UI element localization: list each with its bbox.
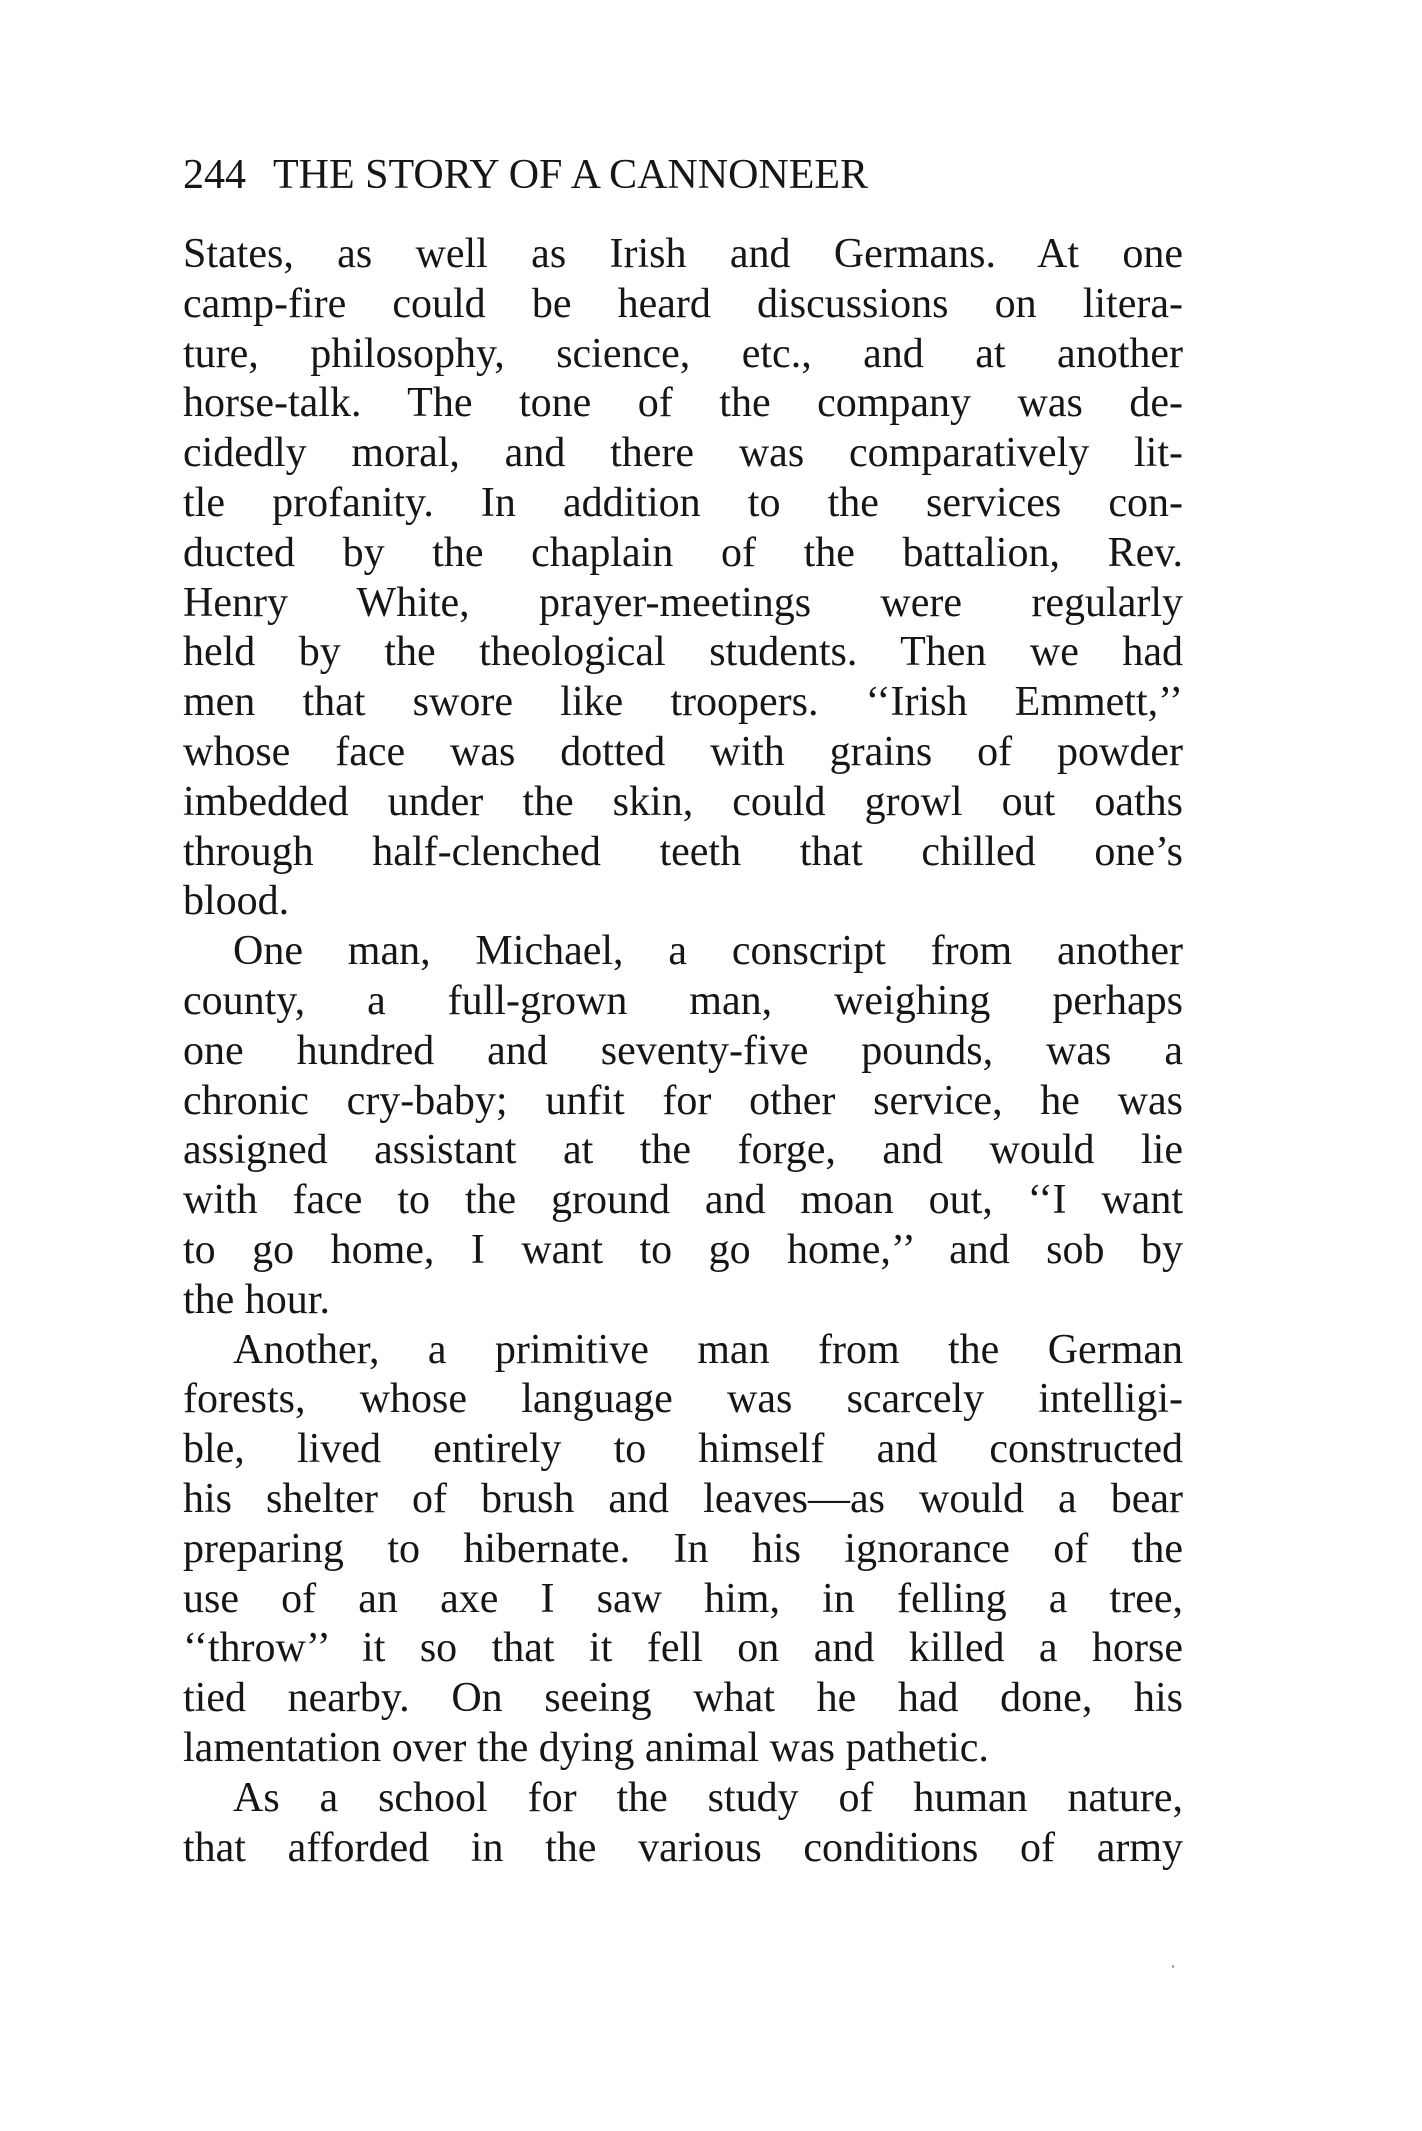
text-line: the hour. (183, 1276, 330, 1323)
running-header (183, 150, 868, 200)
text-line: ble, lived entirely to himself and constructed (183, 1426, 1183, 1473)
text-line: tle profanity. In addition to the services con- (183, 479, 1183, 526)
text-line: Henry White, prayer-meetings were regularly (183, 579, 1183, 626)
text-line: chronic cry-baby; unfit for other service, he was (183, 1077, 1183, 1124)
paper-speck (1172, 1965, 1174, 1968)
text-line: camp-fire could be heard discussions on litera- (183, 280, 1183, 327)
text-line: preparing to hibernate. In his ignorance of the (183, 1525, 1183, 1572)
text-line: tied nearby. On seeing what he had done, his (183, 1675, 1183, 1722)
running-title: THE STORY OF A CANNONEER (273, 152, 869, 198)
text-line: his shelter of brush and leaves—as would a bear (183, 1475, 1183, 1522)
text-line: ture, philosophy, science, etc., and at another (183, 330, 1183, 377)
text-line: assigned assistant at the forge, and would lie (183, 1127, 1183, 1174)
text-line: whose face was dotted with grains of powder (183, 728, 1183, 775)
text-line: county, a full-grown man, weighing perhaps (183, 977, 1183, 1024)
text-line: States, as well as Irish and Germans. At one (183, 231, 1183, 277)
text-line: use of an axe I saw him, in felling a tree, (183, 1575, 1183, 1622)
paragraph-start-line: As a school for the study of human nature, (233, 1774, 1183, 1821)
text-line: ‘‘throw’’ it so that it fell on and killed a horse (183, 1625, 1183, 1672)
text-line: blood. (183, 878, 290, 925)
text-line: imbedded under the skin, could growl out oaths (183, 778, 1183, 825)
paragraph-start-line: Another, a primitive man from the German (233, 1326, 1183, 1373)
text-line: ducted by the chaplain of the battalion, Rev. (183, 529, 1183, 576)
text-line: cidedly moral, and there was comparatively lit- (183, 430, 1183, 477)
text-line: with face to the ground and moan out, ‘‘I want (183, 1177, 1183, 1224)
paragraph-start-line: One man, Michael, a conscript from another (233, 928, 1183, 975)
text-line: held by the theological students. Then we had (183, 629, 1183, 676)
text-line: one hundred and seventy-five pounds, was a (183, 1027, 1183, 1074)
text-line: through half-clenched teeth that chilled one’s (183, 828, 1183, 875)
text-line: horse-talk. The tone of the company was de- (183, 380, 1183, 427)
text-line: lamentation over the dying animal was pathetic. (183, 1724, 989, 1771)
text-line: that afforded in the various conditions of army (183, 1824, 1183, 1871)
page-number: 244 (183, 152, 246, 198)
text-line: to go home, I want to go home,’’ and sob by (183, 1226, 1183, 1273)
body-text (183, 230, 1183, 1873)
text-line: men that swore like troopers. ‘‘Irish Emmett,’’ (183, 679, 1183, 726)
text-line: forests, whose language was scarcely intelligi- (183, 1376, 1183, 1423)
